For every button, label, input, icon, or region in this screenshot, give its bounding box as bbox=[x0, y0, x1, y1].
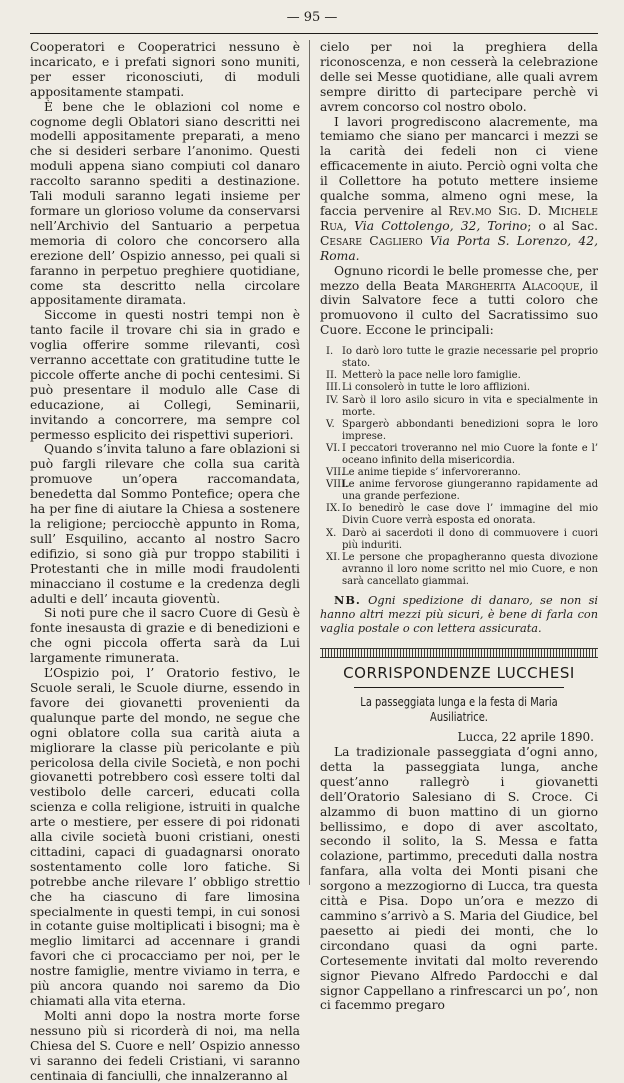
addressee-name: Rev.mo Sig. D. Michele Rua, bbox=[320, 203, 598, 233]
paragraph: Cooperatori e Cooperatrici nessuno è incaricato, e i prefati signori sono muniti, per esser riconosciuti, di moduli appositamente stampati. bbox=[30, 40, 300, 99]
right-column bbox=[320, 40, 598, 1013]
text: il divin Salvatore fece a tutti coloro che promuovono il culto del Sacratissimo suo Cuore. Eccone le principali: bbox=[320, 278, 598, 338]
header-rule bbox=[30, 33, 598, 34]
list-item: VII.Le anime tiepide s’ infervoreranno. bbox=[326, 467, 521, 479]
list-item: XI. Le persone che propagheranno questa divozione avranno il loro nome scritto nel mio Cuore, e non sarà cancellato giammai. bbox=[326, 551, 598, 587]
text: ; o al Sac. bbox=[527, 218, 598, 233]
addressee-address: Via Cottolengo, 32, Torino bbox=[354, 218, 528, 233]
promises-list bbox=[320, 346, 598, 588]
list-item: VIII.Le anime fervorose giungeranno rapidamente ad una grande perfezione. bbox=[326, 479, 598, 503]
list-item: V. Spargerò abbondanti benedizioni sopra le loro imprese. bbox=[326, 418, 598, 442]
left-column bbox=[30, 40, 300, 1083]
addressee-name: Cesare Cagliero bbox=[320, 233, 423, 248]
paragraph: La tradizionale passeggiata d’ogni anno, detta la passeggiata lunga, anche quest’anno rallegrò i giovanetti dell’Oratorio Salesiano di S. Croce. Ci alzammo di buon mattino di un giorno bellissimo, e dopo di aver ascoltato, secondo il solito, la S. Messa e fatta colazione, partimmo, preceduti dalla nostra fanfara, alla volta dei Monti pisani che sorgono a mezzogiorno di Lucca, tra questa città e Pisa. Dopo un’ora e mezzo di cammino s’arrivò a S. Maria del Giudice, bel paesetto ai piedi dei monti, che lo circondano quasi da ogni parte. Cortesemente invitati dal molto reverendo signor Pievano Alfredo Pardocchi e dal signor Cappellano a rinfrescarci un po’, non ci facemmo pregaro bbox=[320, 745, 598, 1013]
list-item: III.Li consolerò in tutte le loro afflizioni. bbox=[326, 382, 530, 394]
article-title: La passeggiata lunga e la festa di Maria Ausiliatrice. bbox=[360, 694, 558, 725]
text: Ognuno ricordi le belle promesse che, per mezzo della Beata bbox=[320, 263, 598, 293]
list-item: IV. Sarò il loro asilo sicuro in vita e specialmente in morte. bbox=[326, 394, 598, 418]
paragraph: cielo per noi la preghiera della riconoscenza, e non cesserà la celebrazione delle sei Messe quotidiane, alle quali avrem sempre diritto di partecipare perchè vi avrem concorso col nostro obolo. bbox=[320, 40, 598, 114]
section-title: CORRISPONDENZE LUCCHESI bbox=[343, 664, 575, 683]
text: I lavori progrediscono alacremente, ma temiamo che siano per mancarci i mezzi se la carità dei fedeli non ci viene efficacemente in aiuto. Perciò ogni volta che il Collettore ha potuto mettere insieme qualche somma, almeno ogni mese, la faccia pervenire al bbox=[320, 114, 598, 218]
list-item: I. Io darò loro tutte le grazie necessarie pel proprio stato. bbox=[326, 346, 598, 370]
list-item: II. Metterò la pace nelle loro famiglie. bbox=[326, 370, 521, 382]
paragraph bbox=[320, 264, 598, 339]
nota-bene bbox=[320, 594, 598, 635]
ornamental-divider bbox=[320, 648, 598, 658]
paragraph: Quando s’invita taluno a fare oblazioni si può fargli rilevare che colla sua carità promuove un’opera raccomandata, benedetta dal Sommo Pontefice; opera che ha per fine di aiutare la Chiesa a sostenere la religione; perciocchè appunto in Roma, sull’ Esquilino, accanto al nostro Sacro edifizio, si sono già pur troppo stabiliti i Protestanti che in mille modi fraudolenti minacciano il costume e la credenza degli adulti e dell’ incauta gioventù. bbox=[30, 442, 300, 606]
list-item: X. Darò ai sacerdoti il dono di commuovere i cuori più induriti. bbox=[326, 527, 598, 551]
paragraph: Siccome in questi nostri tempi non è tanto facile il trovare chi sia in grado e voglia offerire somme rilevanti, così verranno accettate con gratitudine tutte le piccole offerte anche di pochi centesimi. Si può presentare il modulo alle Case di educazione, ai Collegi, Seminarii, invitando a concorrere, ma sempre col permesso esplicito dei rispettivi superiori. bbox=[30, 308, 300, 442]
addressee-address: Via Porta S. Lorenzo, 42, Roma. bbox=[320, 233, 598, 263]
paragraph: Molti anni dopo la nostra morte forse nessuno più si ricorderà di noi, ma nella Chiesa del S. Cuore e nell’ Ospizio annesso vi saranno dei fedeli Cristiani, vi saranno centinaia di fanciulli, che innalzeranno al bbox=[30, 1008, 300, 1083]
paragraph: L’Ospizio poi, l’ Oratorio festivo, le Scuole serali, le Scuole diurne, essendo in favore dei giovanetti provenienti da qualunque parte del mondo, ne segue che ogni oblatore colla sua carità aiuta a migliorare la classe più pericolante e più pericolosa della civile Società, e non pochi giovanetti potrebbero così essere tolti dal vestibolo delle carceri, educati colla scienza e colla religione, istruiti in qualche arte o mestiere, per essere di poi ridonati alla civile società buoni cristiani, onesti cittadini, capaci di guadagnarsi onorato sostentamento colle loro fatiche. Si potrebbe anche rilevare l’ obbligo strettio che ha ciascuno di fare limosina specialmente in questi tempi, in cui sonosi in cotante guise moltiplicati i bisogni; ma è meglio limitarci ad accennare i grandi favori che ci procacciamo per noi, per le nostre famiglie, mentre viviamo in terra, e più ancora quando noi saremo da Dio chiamati alla vita eterna. bbox=[30, 666, 300, 1008]
nb-label: NB. bbox=[334, 593, 361, 607]
paragraph: È bene che le oblazioni col nome e cognome degli Oblatori siano descritti nei modelli appositamente preparati, a meno che si desideri serbare l’anonimo. Questi moduli appena siano compiuti col danaro raccolto saranno spediti a destinazione. Tali moduli saranno legati insieme per formare un glorioso volume da conservarsi nell’Archivio del Santuario a perpetua memoria di coloro che concorsero alla erezione dell’ Ospizio annesso, pei quali si faranno in perpetuo preghiere quotidiane, come sta descritto nella circolare appositamente diramata. bbox=[30, 99, 300, 308]
list-item: VI. I peccatori troveranno nel mio Cuore la fonte e l’ oceano infinito della misericordia. bbox=[326, 442, 598, 466]
paragraph bbox=[320, 115, 598, 264]
page-number: — 95 — bbox=[286, 10, 338, 25]
title-rule bbox=[354, 687, 564, 688]
paragraph: Si noti pure che il sacro Cuore di Gesù è fonte inesausta di grazie e di benedizioni e che ogni piccola offerta sarà da Lui largamente rimunerata. bbox=[30, 606, 300, 666]
nb-text: Ogni spedizione di danaro, se non si hanno altri mezzi più sicuri, è bene di farla con vaglia postale o con lettera assicurata. bbox=[320, 594, 598, 635]
list-item: IX. Io benedirò le case dove l’ immagine del mio Divin Cuore verrà esposta ed onorata. bbox=[326, 503, 598, 527]
dateline: Lucca, 22 aprile 1890. bbox=[457, 730, 594, 745]
column-divider bbox=[309, 40, 310, 885]
person-name: Margherita Alacoque, bbox=[445, 278, 584, 293]
